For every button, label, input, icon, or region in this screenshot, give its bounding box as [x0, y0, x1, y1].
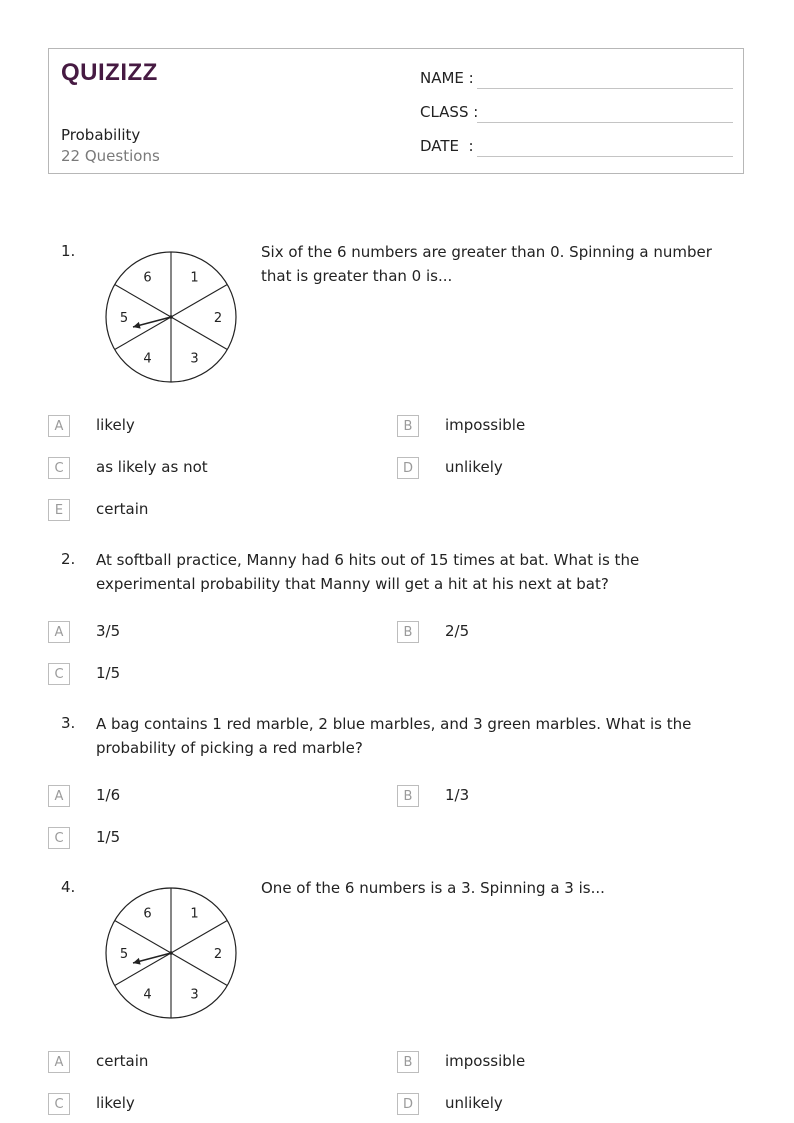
option-letter: C: [48, 827, 70, 849]
spinner-hub: [169, 951, 173, 955]
option-text: impossible: [445, 1052, 526, 1070]
question-number: 2.: [61, 550, 76, 568]
date-field[interactable]: [420, 137, 474, 155]
spinner-number: 1: [190, 906, 199, 922]
option-text: impossible: [445, 416, 526, 434]
spinner-number: 2: [213, 947, 223, 962]
option-text: unlikely: [445, 1094, 503, 1112]
option-text: 1/5: [96, 828, 121, 846]
class-label: CLASS :: [420, 103, 479, 121]
option-letter: B: [397, 621, 419, 643]
name-label: NAME :: [420, 69, 474, 87]
option-letter: A: [48, 1051, 70, 1073]
question-text: At softball practice, Manny had 6 hits out of 15 times at bat. What is the experimental probability that Manny will get a hit at his next at bat?: [96, 551, 640, 593]
spinner-number: 2: [213, 311, 223, 326]
option-letter: D: [397, 1093, 419, 1115]
spinner-number: 6: [143, 270, 152, 286]
option-letter: A: [48, 415, 70, 437]
option-letter: A: [48, 621, 70, 643]
option-text: 1/5: [96, 664, 121, 682]
name-field[interactable]: [420, 69, 474, 87]
spinner-number: 4: [143, 351, 152, 367]
option-text: likely: [96, 1094, 135, 1112]
worksheet-title: Probability: [61, 126, 141, 144]
question-number: 4.: [61, 878, 76, 896]
option-text: 3/5: [96, 622, 121, 640]
option-letter: D: [397, 457, 419, 479]
question-text: Six of the 6 numbers are greater than 0. Spinning a number that is greater than 0 is...: [261, 243, 712, 285]
date-line: [477, 156, 733, 157]
name-line: [477, 88, 733, 89]
class-field[interactable]: [420, 103, 478, 121]
option-letter: B: [397, 1051, 419, 1073]
spinner-number: 5: [119, 947, 129, 962]
spinner-number: 1: [190, 270, 199, 286]
class-line: [477, 122, 733, 123]
quizizz-logo: QUIZIZZ: [61, 59, 158, 86]
spinner-number: 3: [190, 351, 199, 367]
option-text: unlikely: [445, 458, 503, 476]
option-letter: C: [48, 663, 70, 685]
spinner-hub: [169, 315, 173, 319]
option-text: likely: [96, 416, 135, 434]
worksheet-header: [48, 48, 744, 174]
option-letter: B: [397, 415, 419, 437]
option-text: certain: [96, 1052, 149, 1070]
option-letter: A: [48, 785, 70, 807]
spinner-image: [103, 885, 239, 1021]
spinner-number: 6: [143, 906, 152, 922]
question-text: A bag contains 1 red marble, 2 blue marbles, and 3 green marbles. What is the probability of picking a red marble?: [96, 715, 692, 757]
option-letter: C: [48, 457, 70, 479]
option-text: 1/3: [445, 786, 470, 804]
spinner-number: 3: [190, 987, 199, 1003]
spinner-image: [103, 249, 239, 385]
option-text: 1/6: [96, 786, 121, 804]
question-number: 3.: [61, 714, 76, 732]
option-text: certain: [96, 500, 149, 518]
question-number: 1.: [61, 242, 76, 260]
question-text: One of the 6 numbers is a 3. Spinning a 3 is...: [261, 879, 605, 897]
option-text: 2/5: [445, 622, 470, 640]
option-letter: B: [397, 785, 419, 807]
spinner-number: 5: [119, 311, 129, 326]
spinner-number: 4: [143, 987, 152, 1003]
option-letter: C: [48, 1093, 70, 1115]
option-text: as likely as not: [96, 458, 208, 476]
option-letter: E: [48, 499, 70, 521]
question-count: 22 Questions: [61, 147, 160, 165]
date-label: DATE :: [420, 137, 474, 155]
